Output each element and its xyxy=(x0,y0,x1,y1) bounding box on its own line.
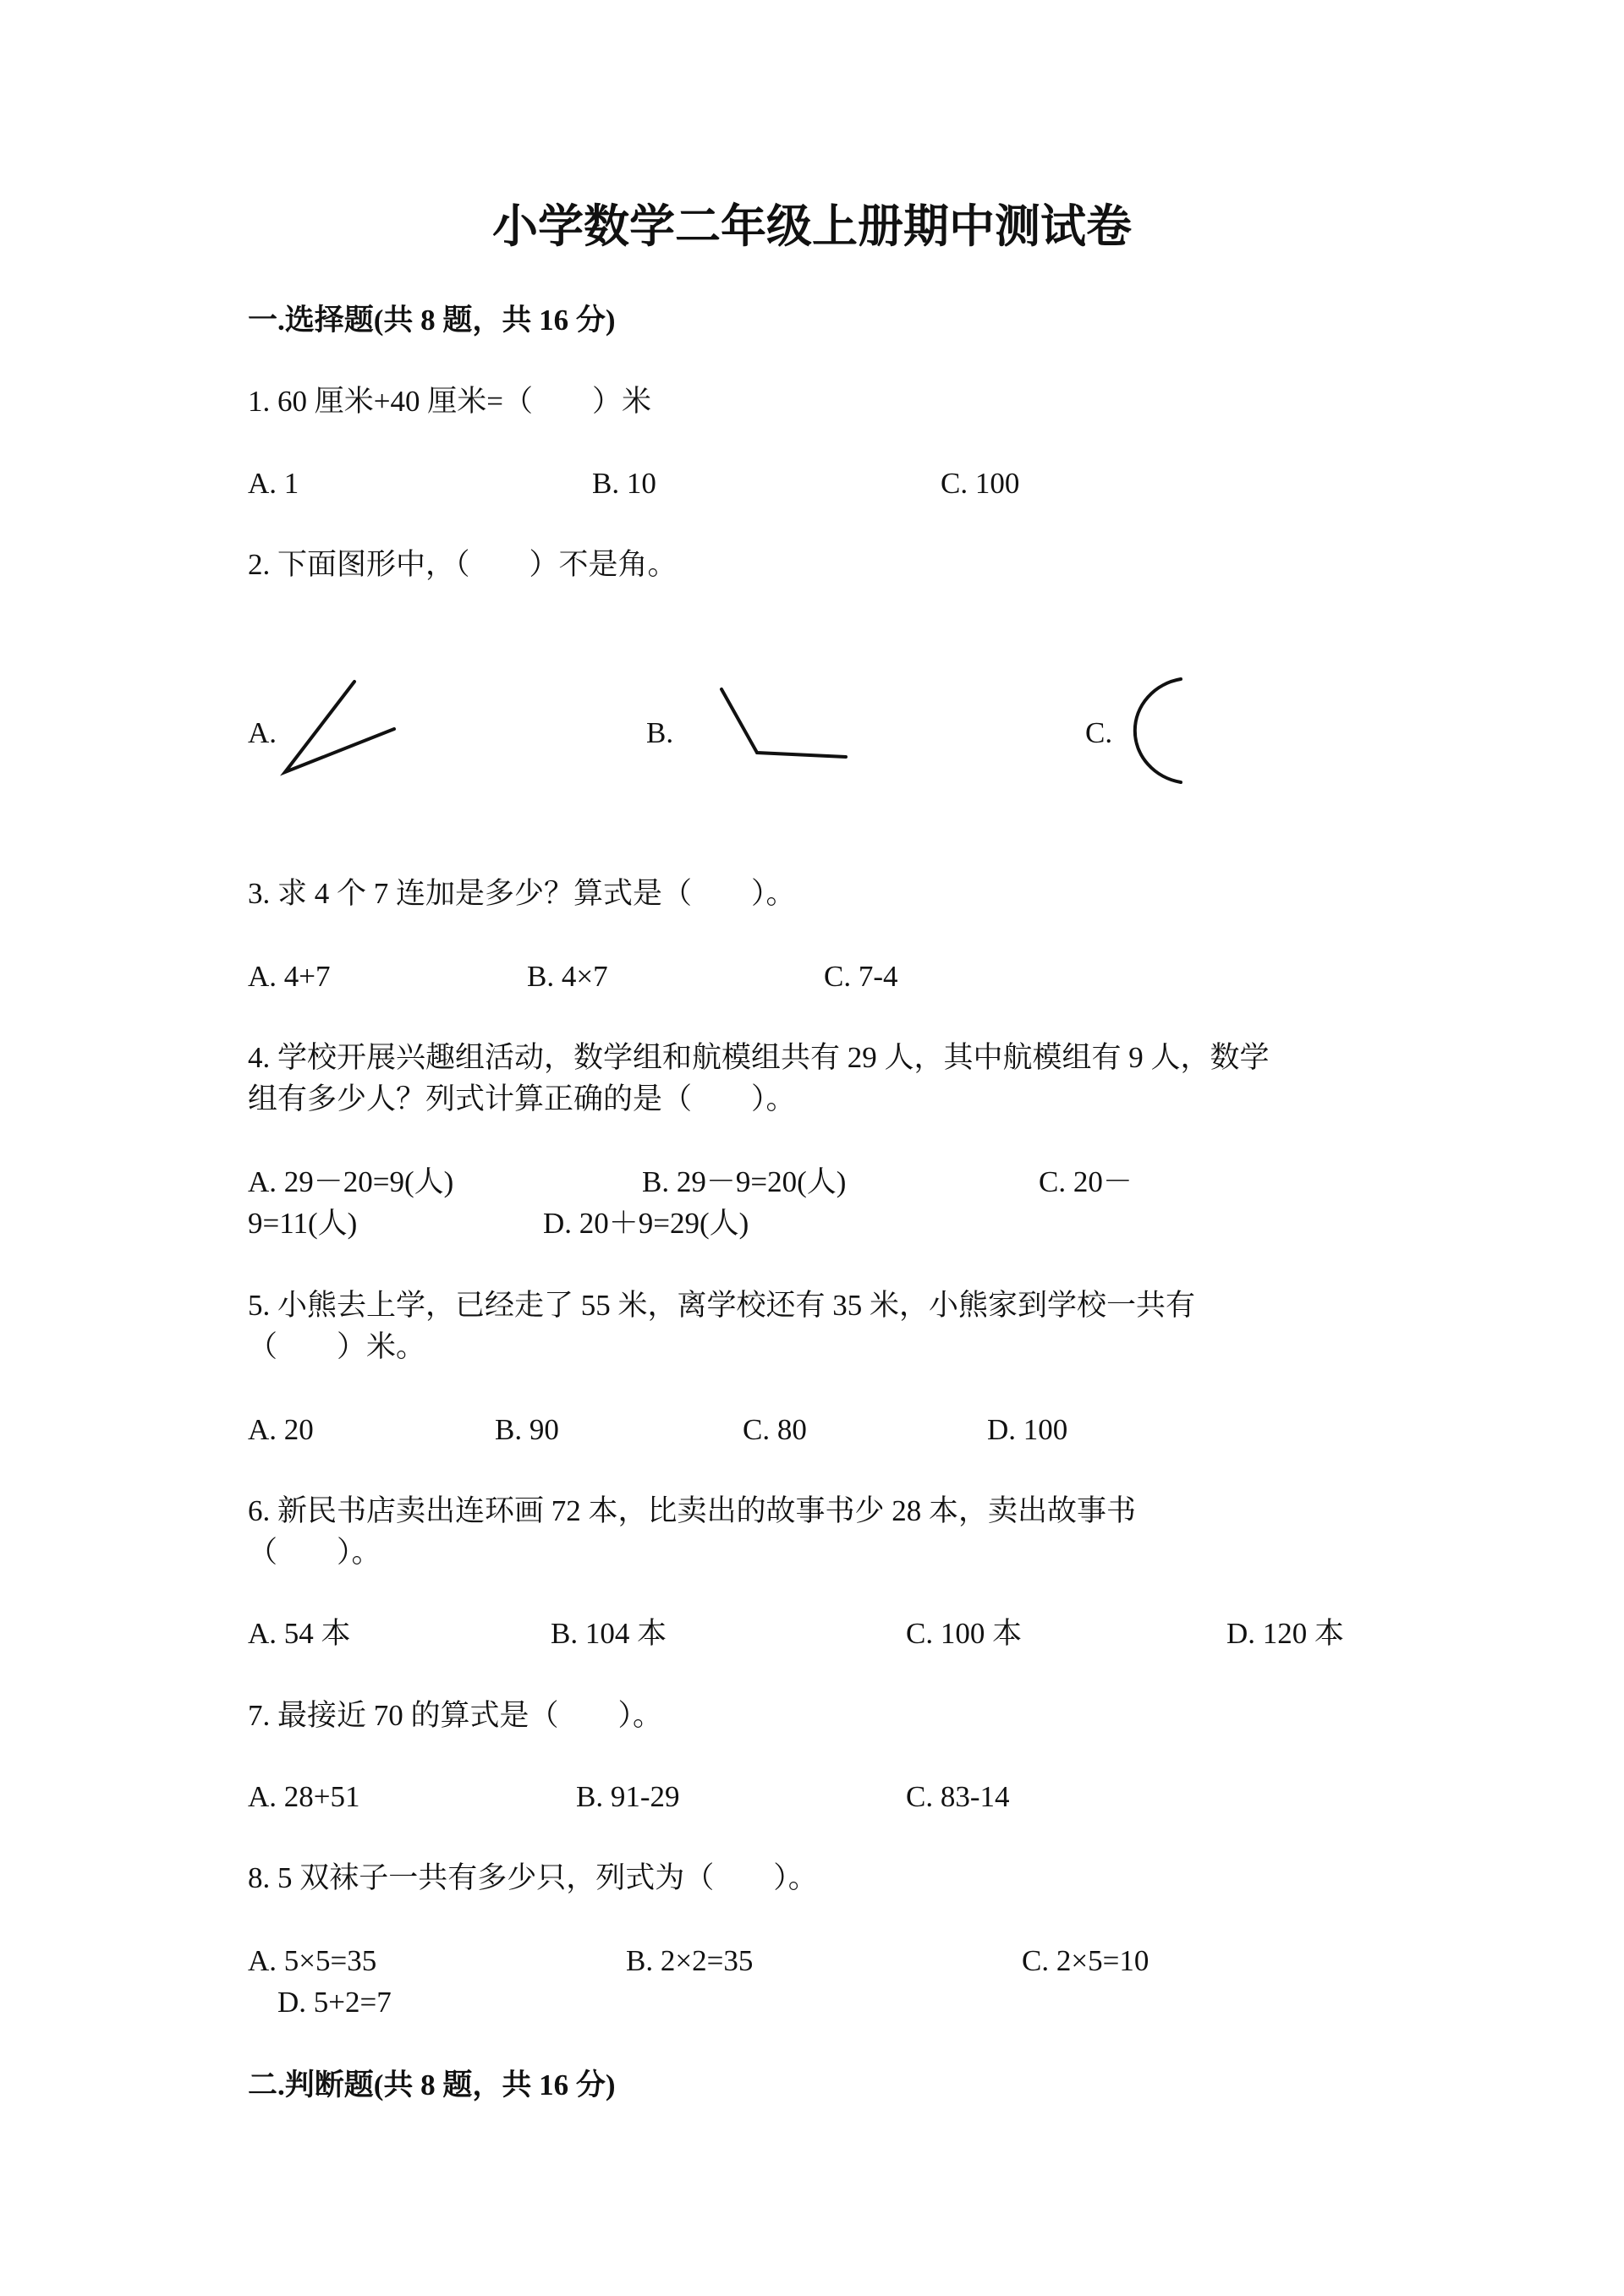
question-2: 2. 下面图形中，（ ）不是角。 xyxy=(248,548,678,581)
q4-option-a: A. 29－20=9(人) xyxy=(248,1165,454,1198)
q1-option-b: B. 10 xyxy=(592,467,656,500)
q2-option-c: C. xyxy=(1085,716,1113,749)
q4-option-d: D. 20＋9=29(人) xyxy=(543,1207,749,1240)
arc-figure xyxy=(1135,679,1181,782)
question-4-line-1: 4. 学校开展兴趣组活动，数学组和航模组共有 29 人，其中航模组有 9 人，数学 xyxy=(248,1041,1270,1074)
question-6-line-1: 6. 新民书店卖出连环画 72 本，比卖出的故事书少 28 本，卖出故事书 xyxy=(248,1494,1137,1527)
section-heading-choice: 一.选择题(共 8 题，共 16 分) xyxy=(248,304,616,337)
acute-angle-figure xyxy=(285,682,394,772)
question-6-line-2: （ ）。 xyxy=(248,1536,381,1569)
q5-option-c: C. 80 xyxy=(743,1413,807,1446)
q8-option-a: A. 5×5=35 xyxy=(248,1944,377,1977)
section-heading-judgment: 二.判断题(共 8 题，共 16 分) xyxy=(248,2069,616,2101)
question-1: 1. 60 厘米+40 厘米=（ ）米 xyxy=(248,385,651,418)
page-title: 小学数学二年级上册期中测试卷 xyxy=(492,201,1132,252)
q4-option-b: B. 29－9=20(人) xyxy=(642,1165,847,1198)
question-7: 7. 最接近 70 的算式是（ ）。 xyxy=(248,1699,663,1732)
q2-option-b: B. xyxy=(646,716,674,749)
q4-option-c-cont: 9=11(人) xyxy=(248,1207,358,1240)
q2-option-a: A. xyxy=(248,716,277,749)
question-3: 3. 求 4 个 7 连加是多少？算式是（ ）。 xyxy=(248,877,796,910)
q3-option-c: C. 7-4 xyxy=(824,960,898,993)
q7-option-b: B. 91-29 xyxy=(576,1780,680,1813)
q1-option-a: A. 1 xyxy=(248,467,299,500)
q3-option-a: A. 4+7 xyxy=(248,960,331,993)
q5-option-d: D. 100 xyxy=(987,1413,1068,1446)
question-8: 8. 5 双袜子一共有多少只，列式为（ ）。 xyxy=(248,1861,818,1894)
q8-option-d: D. 5+2=7 xyxy=(277,1986,392,2019)
q4-option-c: C. 20－ xyxy=(1039,1165,1133,1198)
q7-option-a: A. 28+51 xyxy=(248,1780,360,1813)
q5-option-a: A. 20 xyxy=(248,1413,314,1446)
q2-figures xyxy=(0,0,1624,846)
q6-option-d: D. 120 本 xyxy=(1226,1617,1345,1650)
q6-option-b: B. 104 本 xyxy=(551,1617,667,1650)
question-5-line-1: 5. 小熊去上学，已经走了 55 米，离学校还有 35 米，小熊家到学校一共有 xyxy=(248,1289,1196,1322)
obtuse-angle-figure xyxy=(721,689,846,757)
q3-option-b: B. 4×7 xyxy=(527,960,608,993)
q8-option-b: B. 2×2=35 xyxy=(626,1944,754,1977)
q6-option-c: C. 100 本 xyxy=(906,1617,1023,1650)
q8-option-c: C. 2×5=10 xyxy=(1022,1944,1149,1977)
question-5-line-2: （ ）米。 xyxy=(248,1330,426,1363)
q5-option-b: B. 90 xyxy=(495,1413,559,1446)
q1-option-c: C. 100 xyxy=(941,467,1020,500)
q6-option-a: A. 54 本 xyxy=(248,1617,351,1650)
q7-option-c: C. 83-14 xyxy=(906,1780,1010,1813)
question-4-line-2: 组有多少人？列式计算正确的是（ ）。 xyxy=(248,1082,796,1115)
